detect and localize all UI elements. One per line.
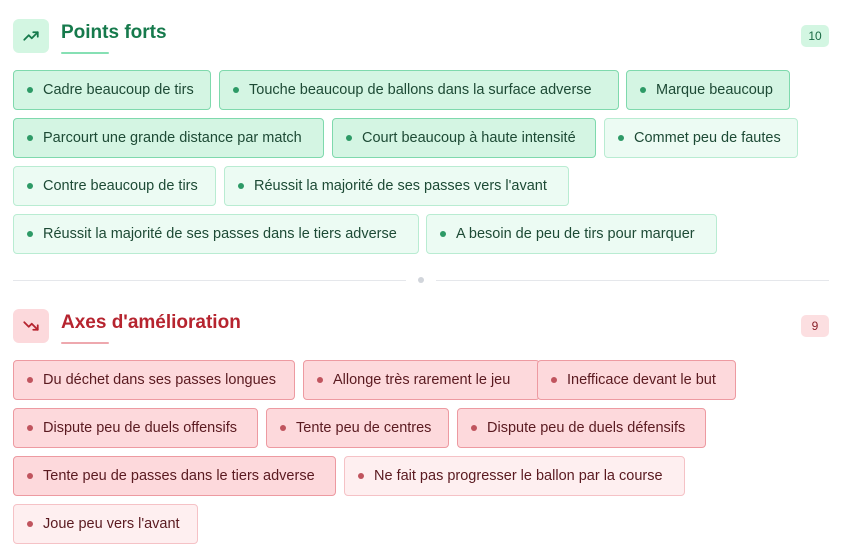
bullet-dot [280,425,286,431]
improvement-chip: Allonge très rarement le jeu [303,360,540,400]
bullet-dot [27,521,33,527]
strength-chip: Cadre beaucoup de tirs [13,70,211,110]
improvements-title-underline [61,342,109,344]
strength-chip: Touche beaucoup de ballons dans la surface adverse [219,70,619,110]
strength-chip: Court beaucoup à haute intensité [332,118,596,158]
improvement-chip: Joue peu vers l'avant [13,504,198,544]
bullet-dot [27,135,33,141]
divider-dot [418,277,424,283]
bullet-dot [27,473,33,479]
improvement-chip: Tente peu de centres [266,408,449,448]
strength-chip: Contre beaucoup de tirs [13,166,216,206]
trending-up-icon [13,19,49,53]
bullet-dot [358,473,364,479]
bullet-dot [346,135,352,141]
improvement-chip: Ne fait pas progresser le ballon par la course [344,456,685,496]
bullet-dot [317,377,323,383]
bullet-dot [471,425,477,431]
bullet-dot [27,377,33,383]
improvements-section [13,309,829,532]
improvement-chip: Tente peu de passes dans le tiers adverse [13,456,336,496]
trending-down-icon [13,309,49,343]
improvement-chip: Du déchet dans ses passes longues [13,360,295,400]
strength-chip: Réussit la majorité de ses passes dans le tiers adverse [13,214,419,254]
strengths-count-badge: 10 [801,25,829,47]
improvements-title: Axes d'amélioration [61,312,241,333]
improvement-chip: Dispute peu de duels défensifs [457,408,706,448]
strength-chip: Marque beaucoup [626,70,790,110]
bullet-dot [27,87,33,93]
improvement-chip: Dispute peu de duels offensifs [13,408,258,448]
strengths-header [13,19,829,53]
bullet-dot [618,135,624,141]
strength-chip: A besoin de peu de tirs pour marquer [426,214,717,254]
strengths-section [13,19,829,242]
bullet-dot [233,87,239,93]
improvements-count-badge: 9 [801,315,829,337]
bullet-dot [238,183,244,189]
section-divider [13,280,829,281]
bullet-dot [27,183,33,189]
bullet-dot [27,425,33,431]
strength-chip: Parcourt une grande distance par match [13,118,324,158]
strength-chip: Réussit la majorité de ses passes vers l'avant [224,166,569,206]
strengths-title-underline [61,52,109,54]
bullet-dot [440,231,446,237]
improvements-header [13,309,829,343]
bullet-dot [27,231,33,237]
bullet-dot [551,377,557,383]
strength-chip: Commet peu de fautes [604,118,798,158]
strengths-title: Points forts [61,22,167,43]
bullet-dot [640,87,646,93]
improvement-chip: Inefficace devant le but [537,360,736,400]
